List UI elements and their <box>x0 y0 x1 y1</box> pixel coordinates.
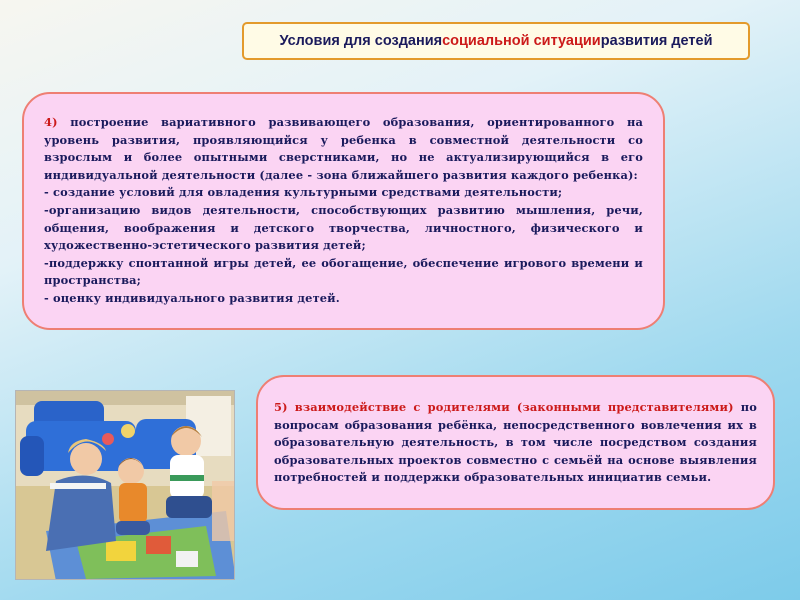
point-5-highlight: взаимодействие с родителями (законными представителями) <box>287 400 734 414</box>
point-4-number: 4) <box>44 115 58 129</box>
title-prefix: Условия для создания <box>279 33 443 49</box>
children-puzzle-illustration <box>16 391 235 580</box>
children-playing-photo <box>15 390 235 580</box>
point-5-paragraph <box>274 399 757 487</box>
point-5-text: по вопросам образования ребёнка, непосредственного вовлечения их в образовательную деятельность, в том числе посредством создания образовательных проектов совместно с семьёй на основе выявления потребностей и поддержки образовательных инициатив семьи. <box>274 400 757 485</box>
point-5-number: 5) <box>274 400 288 414</box>
point-4-item: -организацию видов деятельности, способствующих развитию мышления, речи, общения, воображения и детского творчества, личностного, физического и художественно-эстетического развития детей; <box>44 202 643 253</box>
point-4-lead-paragraph <box>44 114 643 184</box>
slide-title <box>242 22 750 60</box>
point-4-item: - создание условий для овладения культурными средствами деятельности; <box>44 185 563 200</box>
point-4-card <box>22 92 665 330</box>
point-4-item: - оценку индивидуального развития детей. <box>44 290 340 305</box>
point-4-lead: построение вариативного развивающего образования, ориентированного на уровень развития, проявляющийся у ребенка в совместной деятельности со взрослым и более опытными сверстниками, но не актуализирующийся в его индивидуальной деятельности (далее - зона ближайшего развития каждого ребенка): <box>44 115 643 182</box>
point-4-item: -поддержку спонтанной игры детей, ее обогащение, обеспечение игрового времени и пространства; <box>44 255 643 288</box>
point-5-card <box>256 375 775 510</box>
title-highlight: социальной ситуации <box>442 33 601 49</box>
title-suffix: развития детей <box>600 33 713 49</box>
